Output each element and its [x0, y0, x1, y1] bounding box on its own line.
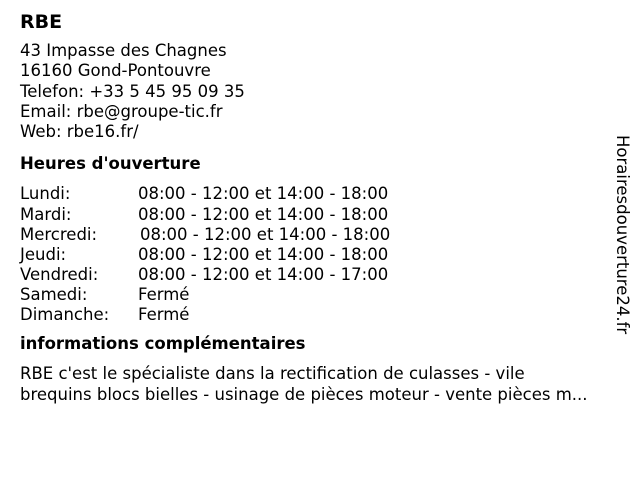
additional-info-title: informations complémentaires — [20, 334, 306, 354]
day-label: Vendredi: — [20, 264, 99, 284]
phone-line: Telefon: +33 5 45 95 09 35 — [20, 81, 245, 101]
site-watermark — [612, 135, 632, 345]
day-label: Jeudi: — [20, 244, 67, 264]
day-label: Mardi: — [20, 204, 72, 224]
hours-row-samedi — [20, 285, 620, 305]
day-label: Mercredi: — [20, 224, 98, 244]
additional-info-line-2: brequins blocs bielles - usinage de pièces moteur - vente pièces m... — [20, 384, 588, 404]
day-label: Samedi: — [20, 284, 88, 304]
web-line: Web: rbe16.fr/ — [20, 122, 139, 142]
opening-hours-table — [20, 184, 620, 325]
business-name: RBE — [20, 11, 63, 33]
email-line: Email: rbe@groupe-tic.fr — [20, 101, 223, 121]
day-label: Dimanche: — [20, 305, 110, 325]
day-hours: 08:00 - 12:00 et 14:00 - 18:00 — [138, 204, 389, 224]
hours-row-mardi — [20, 205, 620, 225]
watermark-text: Horairesdouverture24.fr — [613, 135, 632, 335]
hours-row-jeudi — [20, 245, 620, 265]
hours-row-lundi — [20, 184, 620, 204]
day-hours: 08:00 - 12:00 et 14:00 - 18:00 — [138, 184, 389, 204]
address-line-2: 16160 Gond-Pontouvre — [20, 61, 211, 81]
hours-row-dimanche — [20, 305, 620, 325]
day-hours: 08:00 - 12:00 et 14:00 - 18:00 — [140, 224, 391, 244]
hours-row-vendredi — [20, 265, 620, 285]
address-line-1: 43 Impasse des Chagnes — [20, 41, 227, 60]
day-hours: 08:00 - 12:00 et 14:00 - 17:00 — [138, 264, 389, 284]
day-hours: Fermé — [138, 284, 190, 304]
day-hours: 08:00 - 12:00 et 14:00 - 18:00 — [138, 244, 389, 264]
additional-info-line-1: RBE c'est le spécialiste dans la rectification de culasses - vile — [20, 364, 525, 384]
opening-hours-title: Heures d'ouverture — [20, 154, 201, 174]
day-label: Lundi: — [20, 184, 71, 204]
hours-row-mercredi — [20, 225, 620, 245]
day-hours: Fermé — [138, 305, 190, 325]
business-card — [20, 11, 620, 405]
